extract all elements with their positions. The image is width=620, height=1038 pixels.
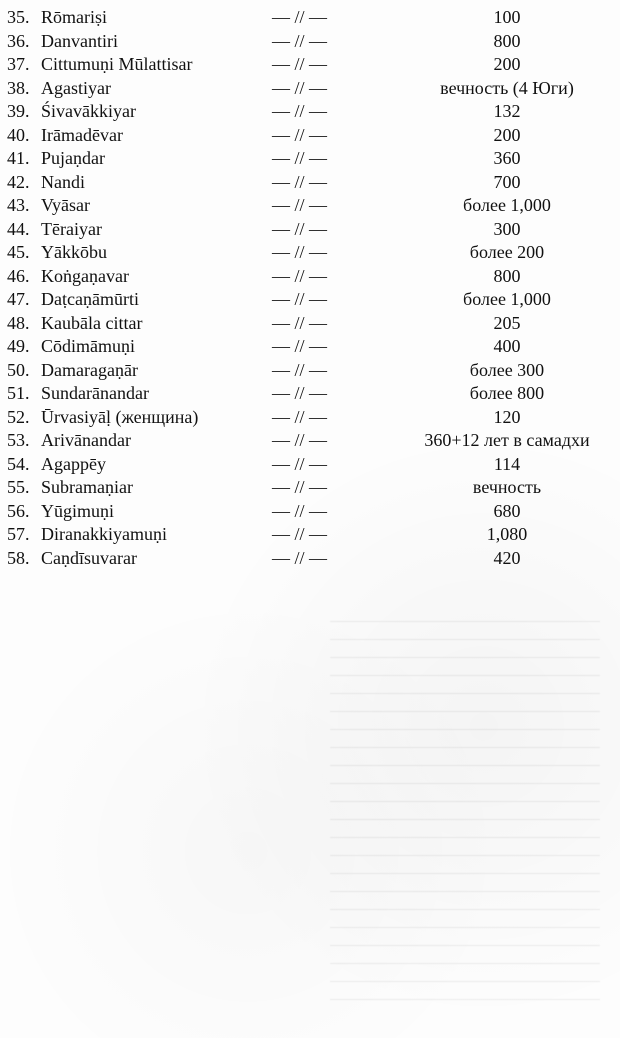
page-bleed-through-texture <box>330 610 600 1000</box>
entry-number: 58. <box>7 547 30 568</box>
entry-name: Danvantiri <box>41 30 118 51</box>
ditto-separator: — // — <box>272 195 328 215</box>
entry-name: Subramaṇiar <box>41 477 133 497</box>
entry-value: более 200 <box>469 242 545 262</box>
list-row <box>7 53 613 77</box>
entry-name: Nandi <box>41 171 85 192</box>
ditto-separator: — // — <box>272 77 328 98</box>
ditto-separator: — // — <box>272 547 328 568</box>
ditto-separator: — // — <box>272 148 328 168</box>
entry-name: Cōdimāmuṇi <box>41 336 135 356</box>
entry-value: 300 <box>493 218 521 239</box>
list-row <box>7 100 613 124</box>
entry-name: Agastiyar <box>41 77 111 98</box>
entry-name: Koṅgaṇavar <box>41 265 129 286</box>
entry-number: 37. <box>7 54 30 74</box>
list-row <box>7 476 613 500</box>
entry-number: 47. <box>7 289 30 309</box>
ditto-separator: — // — <box>272 453 328 474</box>
entry-number: 57. <box>7 524 30 544</box>
entry-number: 43. <box>7 195 30 215</box>
entry-value: вечность (4 Юги) <box>440 77 574 98</box>
entry-name: Agappēy <box>41 453 106 474</box>
entry-number: 46. <box>7 265 30 286</box>
entry-value: 360+12 лет в самадхи <box>424 430 590 450</box>
entry-value: 120 <box>493 406 521 427</box>
list-row <box>7 218 613 242</box>
list-row <box>7 265 613 289</box>
entry-name: Rōmariṣi <box>41 7 107 27</box>
entry-name: Pujaṇdar <box>41 148 105 168</box>
ditto-separator: — // — <box>272 336 328 356</box>
entry-value: вечность <box>472 477 542 497</box>
ditto-separator: — // — <box>272 477 328 497</box>
entry-value: 700 <box>493 171 521 192</box>
list-row <box>7 429 613 453</box>
entry-value: 800 <box>493 265 521 286</box>
list-row <box>7 453 613 477</box>
entry-value: более 300 <box>469 359 545 380</box>
ditto-separator: — // — <box>272 101 328 121</box>
entry-name: Sundarānandar <box>41 383 149 403</box>
list-row <box>7 335 613 359</box>
entry-number: 35. <box>7 7 30 27</box>
list-row <box>7 241 613 265</box>
ditto-separator: — // — <box>272 383 328 403</box>
entry-number: 50. <box>7 359 30 380</box>
list-row <box>7 171 613 195</box>
list-row <box>7 312 613 336</box>
entry-name: Tēraiyar <box>41 218 102 239</box>
entry-name: Caṇdīsuvarar <box>41 547 137 568</box>
entry-name: Śivavākkiyar <box>41 101 136 121</box>
entry-value: 400 <box>493 336 521 356</box>
entry-number: 38. <box>7 77 30 98</box>
ditto-separator: — // — <box>272 171 328 192</box>
entry-value: 420 <box>493 547 521 568</box>
entry-number: 54. <box>7 453 30 474</box>
list-row <box>7 77 613 101</box>
ditto-separator: — // — <box>272 124 328 145</box>
entry-value: 114 <box>493 453 521 474</box>
entry-value: 132 <box>493 101 521 121</box>
ditto-separator: — // — <box>272 265 328 286</box>
entry-value: более 800 <box>469 383 545 403</box>
entry-number: 49. <box>7 336 30 356</box>
entry-name: Arivānandar <box>41 430 131 450</box>
entry-name: Irāmadēvar <box>41 124 123 145</box>
entry-name: Yūgimuṇi <box>41 500 115 521</box>
entry-number: 56. <box>7 500 30 521</box>
entry-name: Diranakkiyamuṇi <box>41 524 167 544</box>
ditto-separator: — // — <box>272 30 328 51</box>
entry-number: 48. <box>7 312 30 333</box>
ditto-separator: — // — <box>272 406 328 427</box>
list-row <box>7 406 613 430</box>
list-row <box>7 194 613 218</box>
entry-number: 53. <box>7 430 30 450</box>
ditto-separator: — // — <box>272 312 328 333</box>
entry-name: Damaragaṇār <box>41 359 138 380</box>
list-row <box>7 124 613 148</box>
ditto-separator: — // — <box>272 7 328 27</box>
entry-value: 800 <box>493 30 521 51</box>
ditto-separator: — // — <box>272 430 328 450</box>
list-row <box>7 6 613 30</box>
ditto-separator: — // — <box>272 500 328 521</box>
entry-name: Yākkōbu <box>41 242 107 262</box>
entry-value: 205 <box>493 312 521 333</box>
ditto-separator: — // — <box>272 242 328 262</box>
entry-number: 51. <box>7 383 30 403</box>
list-row <box>7 288 613 312</box>
ditto-separator: — // — <box>272 359 328 380</box>
entry-number: 45. <box>7 242 30 262</box>
list-row <box>7 547 613 571</box>
siddhar-list <box>7 6 613 570</box>
entry-number: 39. <box>7 101 30 121</box>
entry-value: 200 <box>493 54 521 74</box>
ditto-separator: — // — <box>272 289 328 309</box>
entry-value: 100 <box>493 7 521 27</box>
entry-number: 55. <box>7 477 30 497</box>
ditto-separator: — // — <box>272 54 328 74</box>
entry-number: 44. <box>7 218 30 239</box>
list-row <box>7 500 613 524</box>
entry-name: Cittumuṇi Mūlattisar <box>41 54 193 74</box>
entry-number: 41. <box>7 148 30 168</box>
list-row <box>7 382 613 406</box>
list-row <box>7 359 613 383</box>
entry-name: Vyāsar <box>41 195 90 215</box>
entry-value: 360 <box>493 148 521 168</box>
entry-number: 52. <box>7 406 30 427</box>
list-row <box>7 30 613 54</box>
entry-value: более 1,000 <box>463 289 551 309</box>
entry-name: Ūrvasiyāḷ (женщина) <box>41 406 199 427</box>
entry-number: 42. <box>7 171 30 192</box>
ditto-separator: — // — <box>272 218 328 239</box>
entry-number: 40. <box>7 124 30 145</box>
entry-name: Kaubāla cittar <box>41 312 143 333</box>
entry-name: Daṭcaṇāmūrti <box>41 289 139 309</box>
list-row <box>7 147 613 171</box>
entry-value: 680 <box>493 500 521 521</box>
entry-value: 1,080 <box>486 524 528 544</box>
entry-value: 200 <box>493 124 521 145</box>
entry-value: более 1,000 <box>463 195 551 215</box>
entry-number: 36. <box>7 30 30 51</box>
ditto-separator: — // — <box>272 524 328 544</box>
list-row <box>7 523 613 547</box>
